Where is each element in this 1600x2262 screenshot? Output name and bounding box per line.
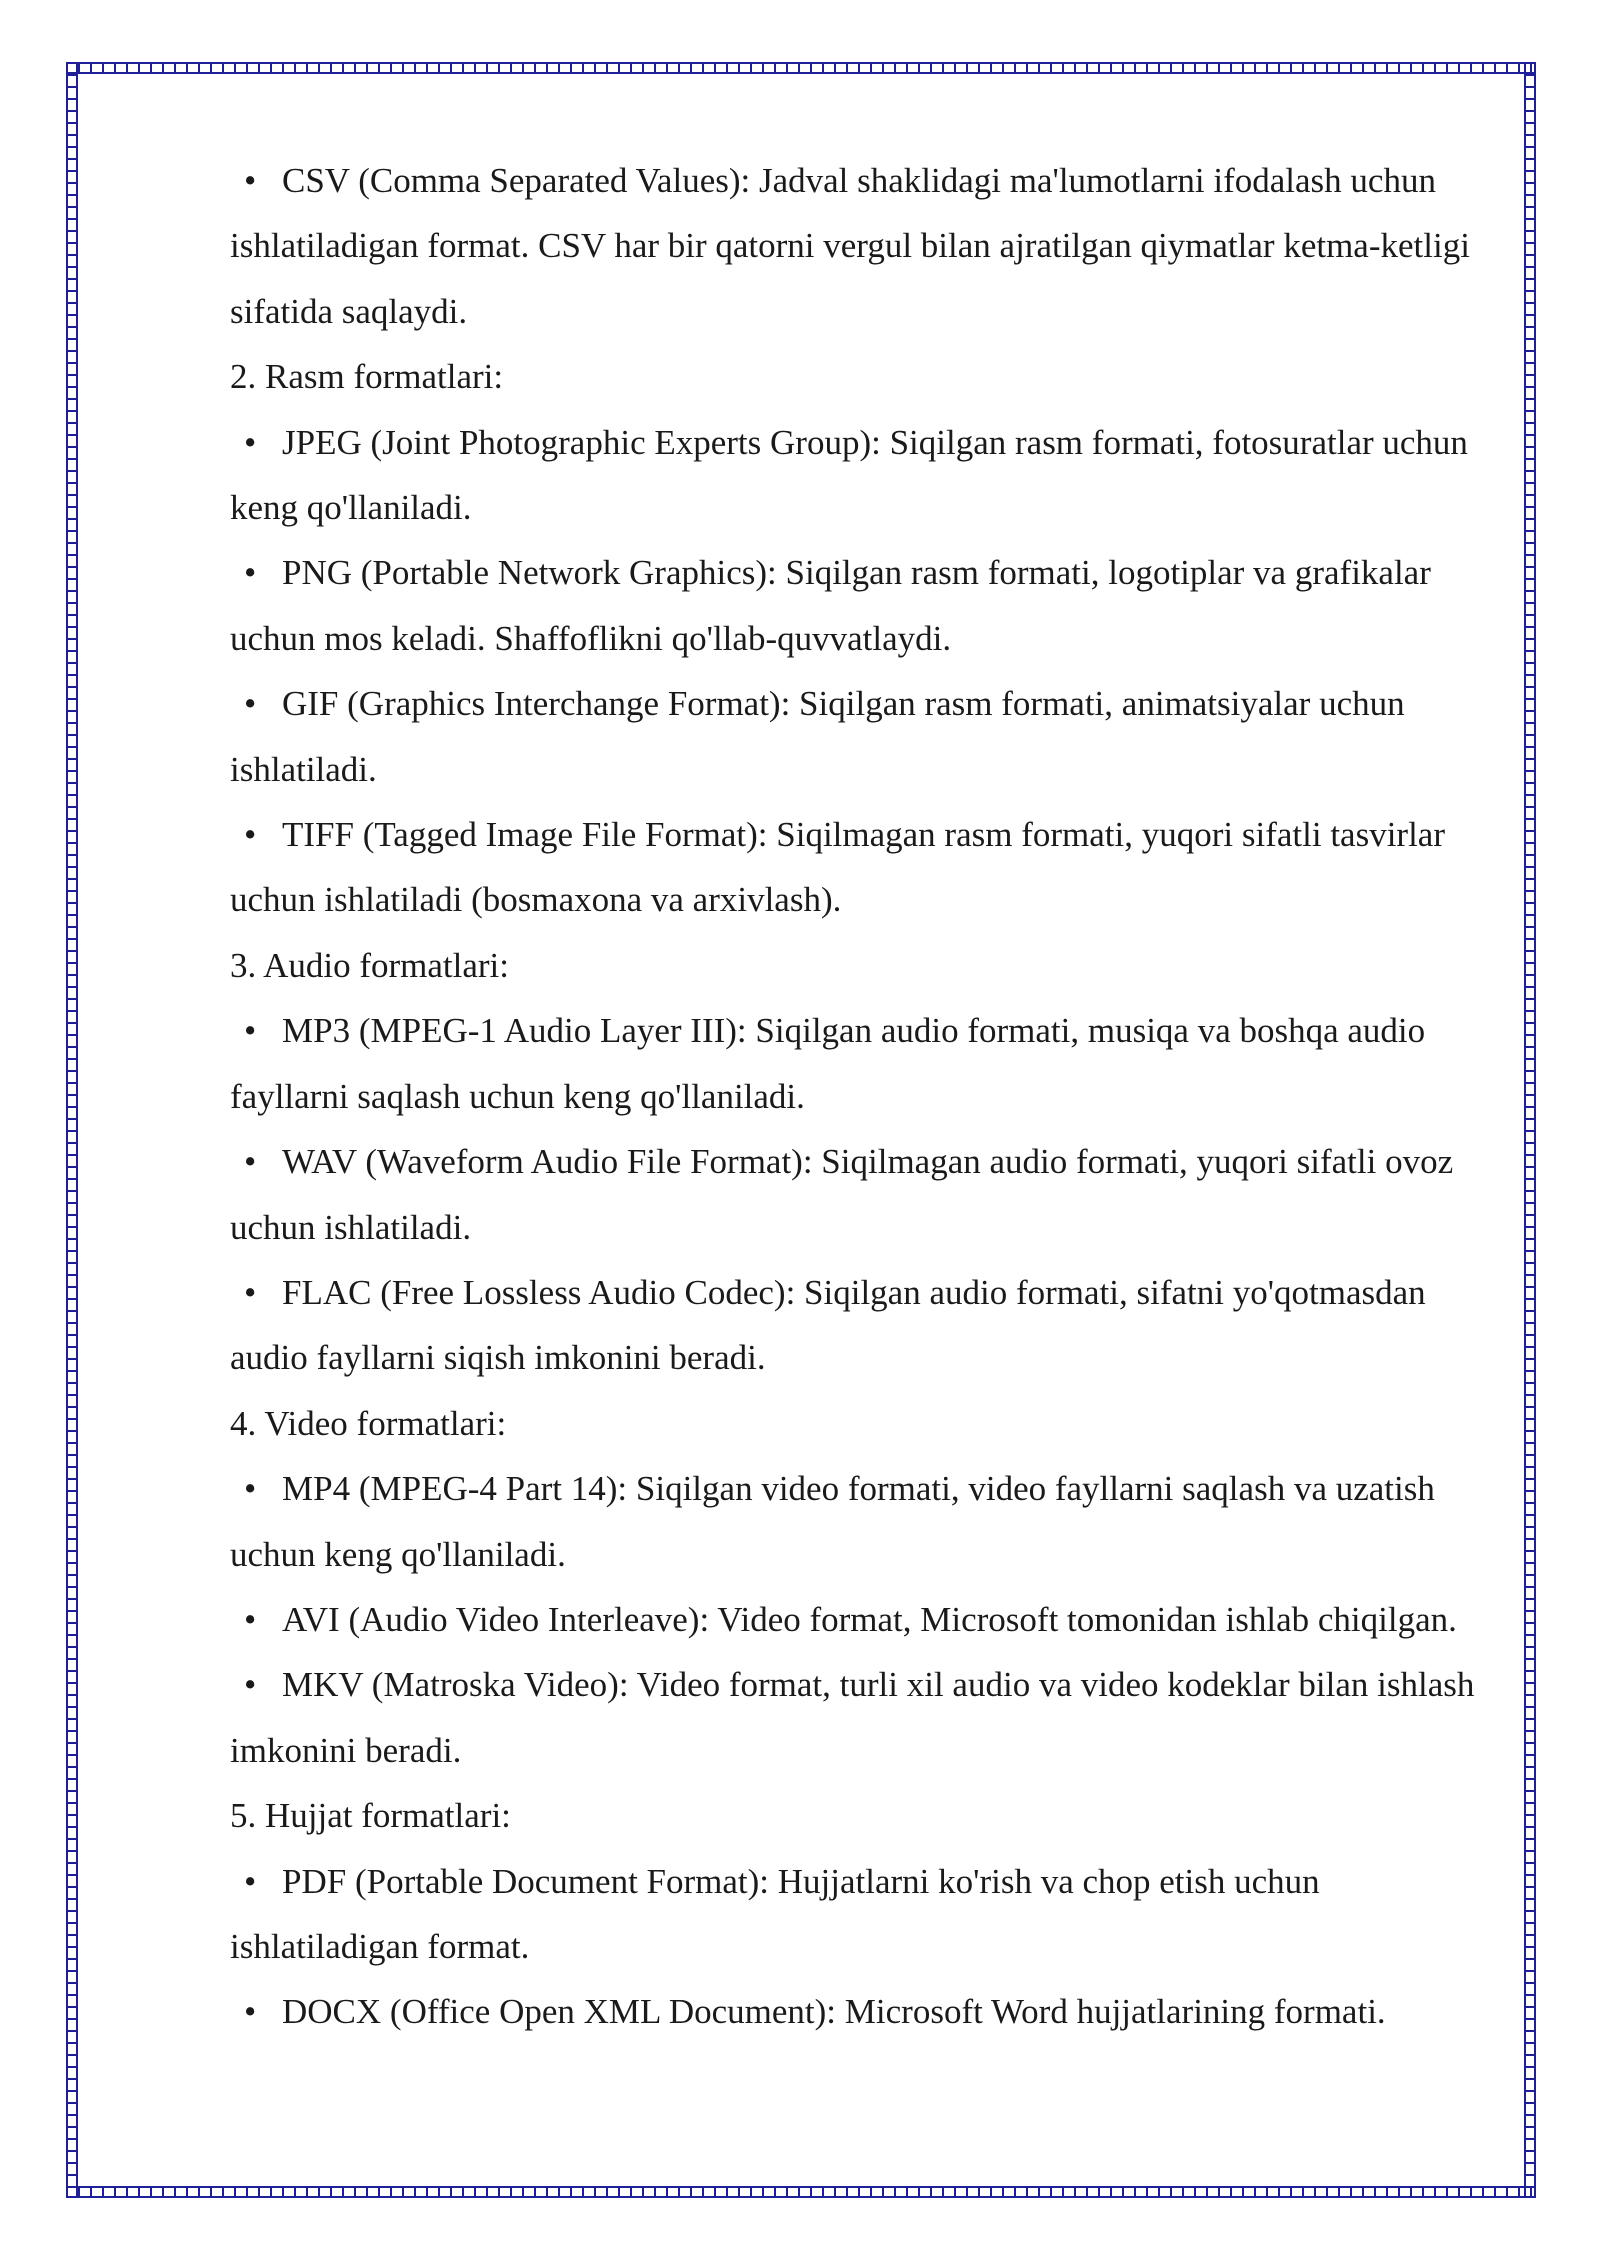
bullet-paragraph — [230, 148, 1490, 344]
bullet-text: PNG (Portable Network Graphics): Siqilgan rasm formati, logotiplar va grafikalar uchun mos keladi. Shaffoflikni qo'llab-quvvatlaydi. — [230, 553, 1431, 658]
bullet-paragraph — [230, 1129, 1490, 1260]
bullet-text: TIFF (Tagged Image File Format): Siqilmagan rasm formati, yuqori sifatli tasvirlar uchun ishlatiladi (bosmaxona va arxivlash). — [230, 815, 1445, 920]
bullet-text: JPEG (Joint Photographic Experts Group): Siqilgan rasm formati, fotosuratlar uchun keng qo'llaniladi. — [230, 422, 1468, 528]
bullet-paragraph — [230, 998, 1490, 1129]
bullet-paragraph — [230, 540, 1490, 671]
bullet-paragraph — [230, 1652, 1490, 1783]
bullet-text: FLAC (Free Lossless Audio Codec): Siqilgan audio formati, sifatni yo'qotmasdan audio fayllarni siqish imkonini beradi. — [230, 1272, 1426, 1378]
bullet-text: GIF (Graphics Interchange Format): Siqilgan rasm formati, animatsiyalar uchun ishlatiladi. — [230, 684, 1405, 789]
section-heading: 5. Hujjat formatlari: — [230, 1796, 511, 1836]
bullet-paragraph — [230, 1979, 1490, 2044]
bullet-text: AVI (Audio Video Interleave): Video format, Microsoft tomonidan ishlab chiqilgan. — [282, 1599, 1457, 1639]
bullet-text: MKV (Matroska Video): Video format, turli xil audio va video kodeklar bilan ishlash imkonini beradi. — [230, 1665, 1475, 1770]
bullet-icon: • — [244, 161, 257, 200]
bullet-text: CSV (Comma Separated Values): Jadval shaklidagi ma'lumotlarni ifodalash uchun ishlatiladigan format. CSV har bir qatorni vergul bilan ajratilgan qiymatlar ketma-ketligi sifatida saqlaydi. — [230, 161, 1470, 331]
document-body — [230, 148, 1490, 2045]
bullet-icon: • — [244, 684, 257, 724]
bullet-icon: • — [244, 1272, 257, 1312]
bullet-icon: • — [244, 1665, 257, 1705]
bullet-paragraph — [230, 410, 1490, 541]
bullet-icon: • — [244, 553, 257, 593]
border-right — [1524, 62, 1536, 2198]
bullet-paragraph — [230, 1260, 1490, 1391]
bullet-text: MP3 (MPEG-1 Audio Layer III): Siqilgan audio formati, musiqa va boshqa audio fayllarni saqlash uchun keng qo'llaniladi. — [230, 1011, 1426, 1116]
bullet-paragraph — [230, 802, 1490, 933]
bullet-paragraph — [230, 1849, 1490, 1980]
section-heading: 2. Rasm formatlari: — [230, 357, 504, 397]
bullet-icon: • — [244, 1011, 257, 1051]
bullet-icon: • — [244, 1992, 257, 2032]
bullet-icon: • — [244, 815, 257, 855]
bullet-paragraph — [230, 1456, 1490, 1587]
section-heading: 3. Audio formatlari: — [230, 945, 509, 985]
border-left — [66, 62, 78, 2198]
bullet-icon: • — [244, 1861, 257, 1901]
bullet-icon: • — [244, 1469, 257, 1509]
bullet-text: MP4 (MPEG-4 Part 14): Siqilgan video formati, video fayllarni saqlash va uzatish uchun keng qo'llaniladi. — [230, 1469, 1435, 1574]
bullet-icon: • — [244, 1599, 257, 1639]
bullet-text: DOCX (Office Open XML Document): Microsoft Word hujjatlarining formati. — [282, 1992, 1386, 2032]
section-heading: 4. Video formatlari: — [230, 1403, 507, 1443]
bullet-text: PDF (Portable Document Format): Hujjatlarni ko'rish va chop etish uchun ishlatiladigan format. — [230, 1861, 1320, 1966]
border-top — [66, 62, 1536, 74]
bullet-text: WAV (Waveform Audio File Format): Siqilmagan audio formati, yuqori sifatli ovoz uchun ishlatiladi. — [230, 1142, 1454, 1247]
bullet-icon: • — [244, 1142, 257, 1182]
border-bottom — [66, 2186, 1536, 2198]
bullet-paragraph — [230, 1587, 1490, 1652]
bullet-icon: • — [244, 422, 257, 462]
bullet-paragraph — [230, 671, 1490, 802]
